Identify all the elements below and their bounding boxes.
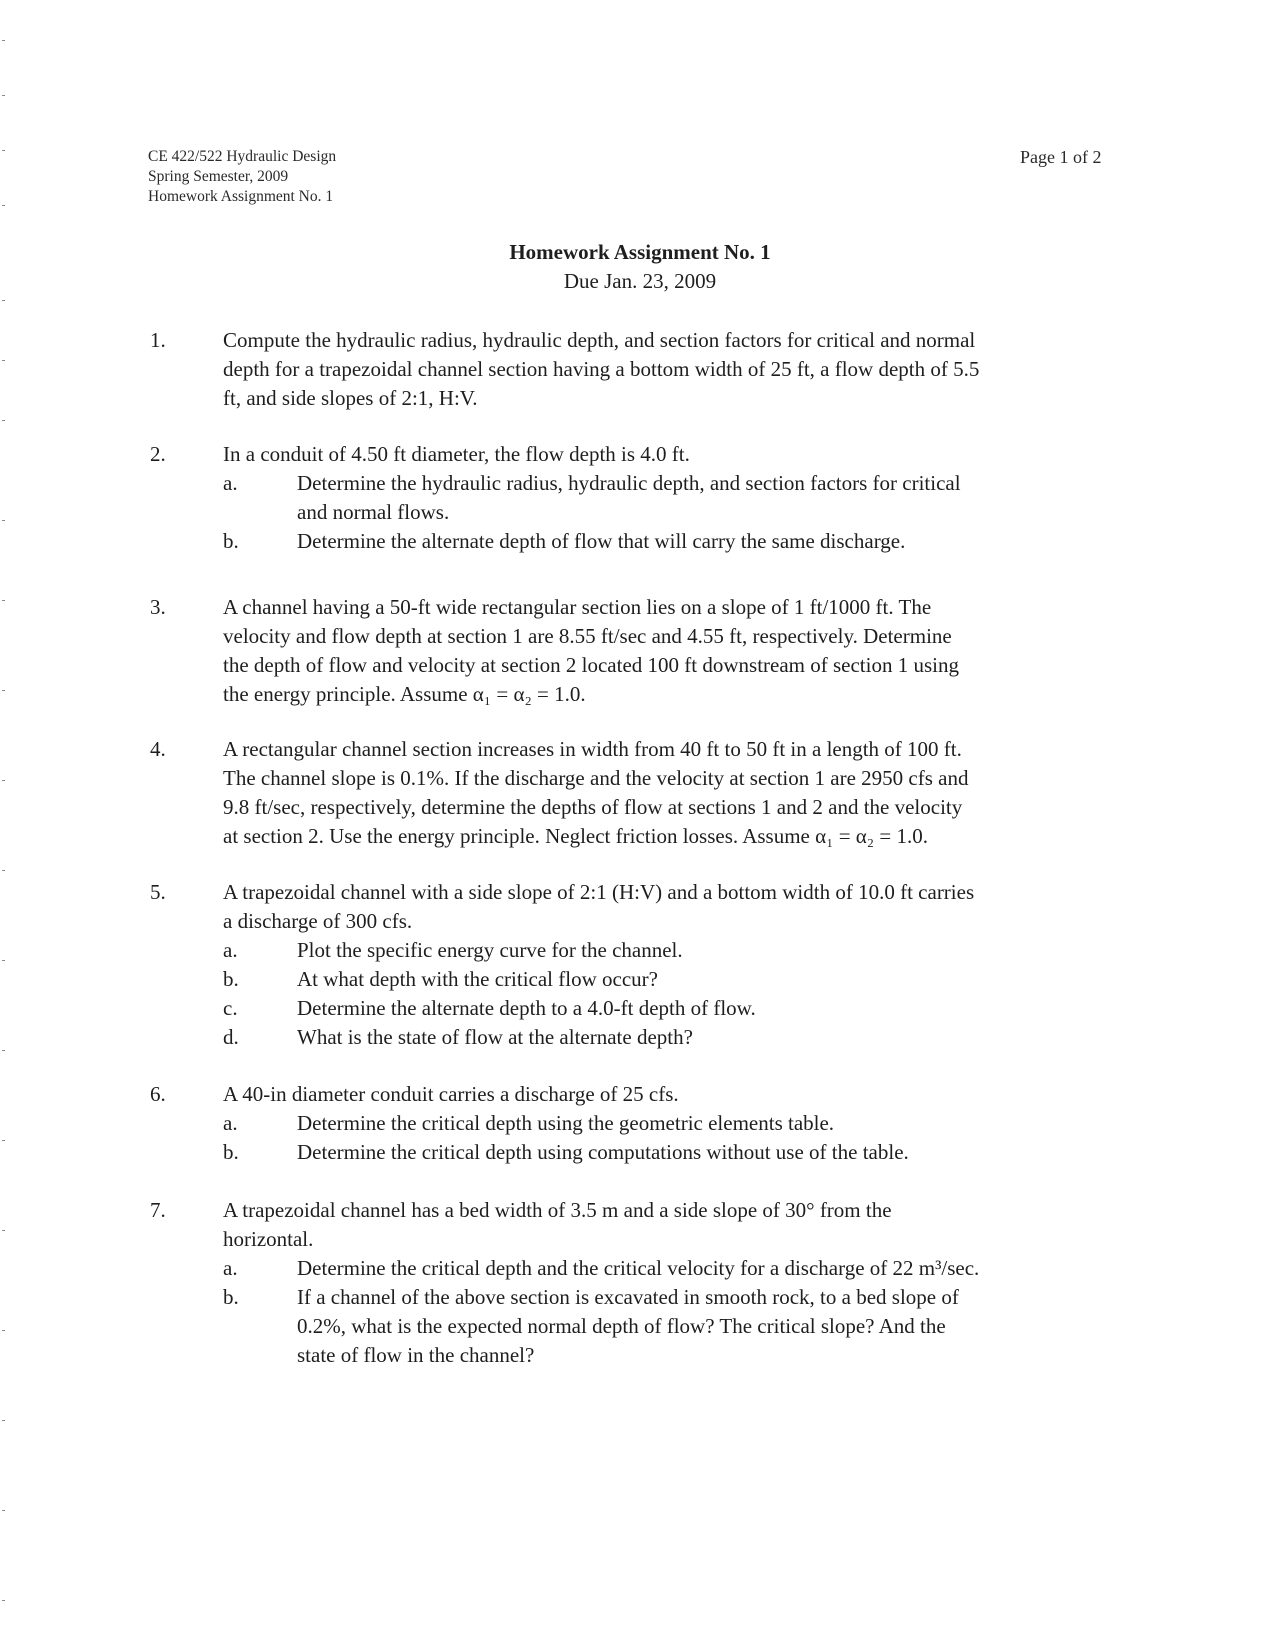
part-text: Determine the alternate depth to a 4.0-ft depth of flow. — [297, 996, 756, 1020]
course-header — [148, 147, 336, 207]
part-letter: d. — [223, 1025, 239, 1049]
part-text: Determine the hydraulic radius, hydraulic depth, and section factors for critical and normal flows. — [297, 471, 961, 524]
part-letter: b. — [223, 967, 239, 991]
part-text: If a channel of the above section is excavated in smooth rock, to a bed slope of 0.2%, what is the expected normal depth of flow? The critical slope? And the state of flow in the channel? — [297, 1285, 959, 1367]
part-text: What is the state of flow at the alternate depth? — [297, 1025, 693, 1049]
problem-3 — [150, 593, 1130, 709]
part-letter: b. — [223, 1140, 239, 1164]
problem-part — [223, 965, 1130, 994]
part-text: Determine the critical depth using computations without use of the table. — [297, 1140, 909, 1164]
page-number: Page 1 of 2 — [1020, 147, 1102, 167]
problem-number: 2. — [150, 442, 166, 466]
problem-text: A trapezoidal channel has a bed width of 3.5 m and a side slope of 30° from the horizontal. — [223, 1198, 892, 1251]
problem-part — [223, 936, 1130, 965]
problem-part — [223, 1283, 1130, 1370]
part-text: Determine the alternate depth of flow that will carry the same discharge. — [297, 529, 906, 553]
problem-number: 1. — [150, 328, 166, 352]
problem-part — [223, 1138, 1130, 1167]
part-text: Plot the specific energy curve for the channel. — [297, 938, 683, 962]
problem-text: In a conduit of 4.50 ft diameter, the flow depth is 4.0 ft. — [223, 442, 690, 466]
part-text: Determine the critical depth using the geometric elements table. — [297, 1111, 835, 1135]
problem-text: A rectangular channel section increases in width from 40 ft to 50 ft in a length of 100 ft. The channel slope is 0.1%. If the discharge and the velocity at section 1 are 2950 cfs and 9.8 ft/sec, respectively, determine the depths of flow at sections 1 and 2 and the velocity at section 2. Use the energy principle. Neglect friction losses. Assume α₁ = α₂ = 1.0. — [223, 737, 969, 848]
problem-text: A trapezoidal channel with a side slope of 2:1 (H:V) and a bottom width of 10.0 ft carries a discharge of 300 cfs. — [223, 880, 975, 933]
problem-1 — [150, 326, 1130, 413]
part-letter: a. — [223, 1256, 238, 1280]
problem-number: 7. — [150, 1198, 166, 1222]
problem-number: 6. — [150, 1082, 166, 1106]
problem-2 — [150, 440, 1130, 556]
due-date: Due Jan. 23, 2009 — [563, 269, 717, 293]
problem-part — [223, 1023, 1130, 1052]
course-line: CE 422/522 Hydraulic Design — [148, 148, 337, 165]
part-text: At what depth with the critical flow occur? — [297, 967, 658, 991]
part-letter: a. — [223, 1111, 238, 1135]
problem-part — [223, 469, 1130, 527]
problem-text: Compute the hydraulic radius, hydraulic depth, and section factors for critical and normal depth for a trapezoidal channel section having a bottom width of 25 ft, a flow depth of 5.5 ft, and side slopes of 2:1, H:V. — [223, 328, 980, 410]
problem-part — [223, 1254, 1130, 1283]
part-letter: b. — [223, 1285, 239, 1309]
part-text: Determine the critical depth and the critical velocity for a discharge of 22 m³/sec. — [297, 1256, 980, 1280]
problem-part — [223, 994, 1130, 1023]
problem-7 — [150, 1196, 1130, 1370]
problem-4 — [150, 735, 1130, 851]
page-title: Homework Assignment No. 1 — [509, 240, 771, 264]
part-letter: a. — [223, 471, 238, 495]
problem-number: 5. — [150, 880, 166, 904]
problem-6 — [150, 1080, 1130, 1167]
part-letter: b. — [223, 529, 239, 553]
problem-part — [223, 1109, 1130, 1138]
assignment-line: Homework Assignment No. 1 — [148, 188, 334, 205]
problem-text: A channel having a 50-ft wide rectangular section lies on a slope of 1 ft/1000 ft. The velocity and flow depth at section 1 are 8.55 ft/sec and 4.55 ft, respectively. Determine the depth of flow and velocity at section 2 located 100 ft downstream of section 1 using the energy principle. Assume α₁ = α₂ = 1.0. — [223, 595, 959, 706]
semester-line: Spring Semester, 2009 — [148, 168, 289, 185]
part-letter: a. — [223, 938, 238, 962]
title-block — [0, 238, 1280, 296]
problem-number: 4. — [150, 737, 166, 761]
problem-5 — [150, 878, 1130, 1052]
problem-part — [223, 527, 1130, 556]
problem-number: 3. — [150, 595, 166, 619]
part-letter: c. — [223, 996, 238, 1020]
problem-text: A 40-in diameter conduit carries a discharge of 25 cfs. — [223, 1082, 679, 1106]
